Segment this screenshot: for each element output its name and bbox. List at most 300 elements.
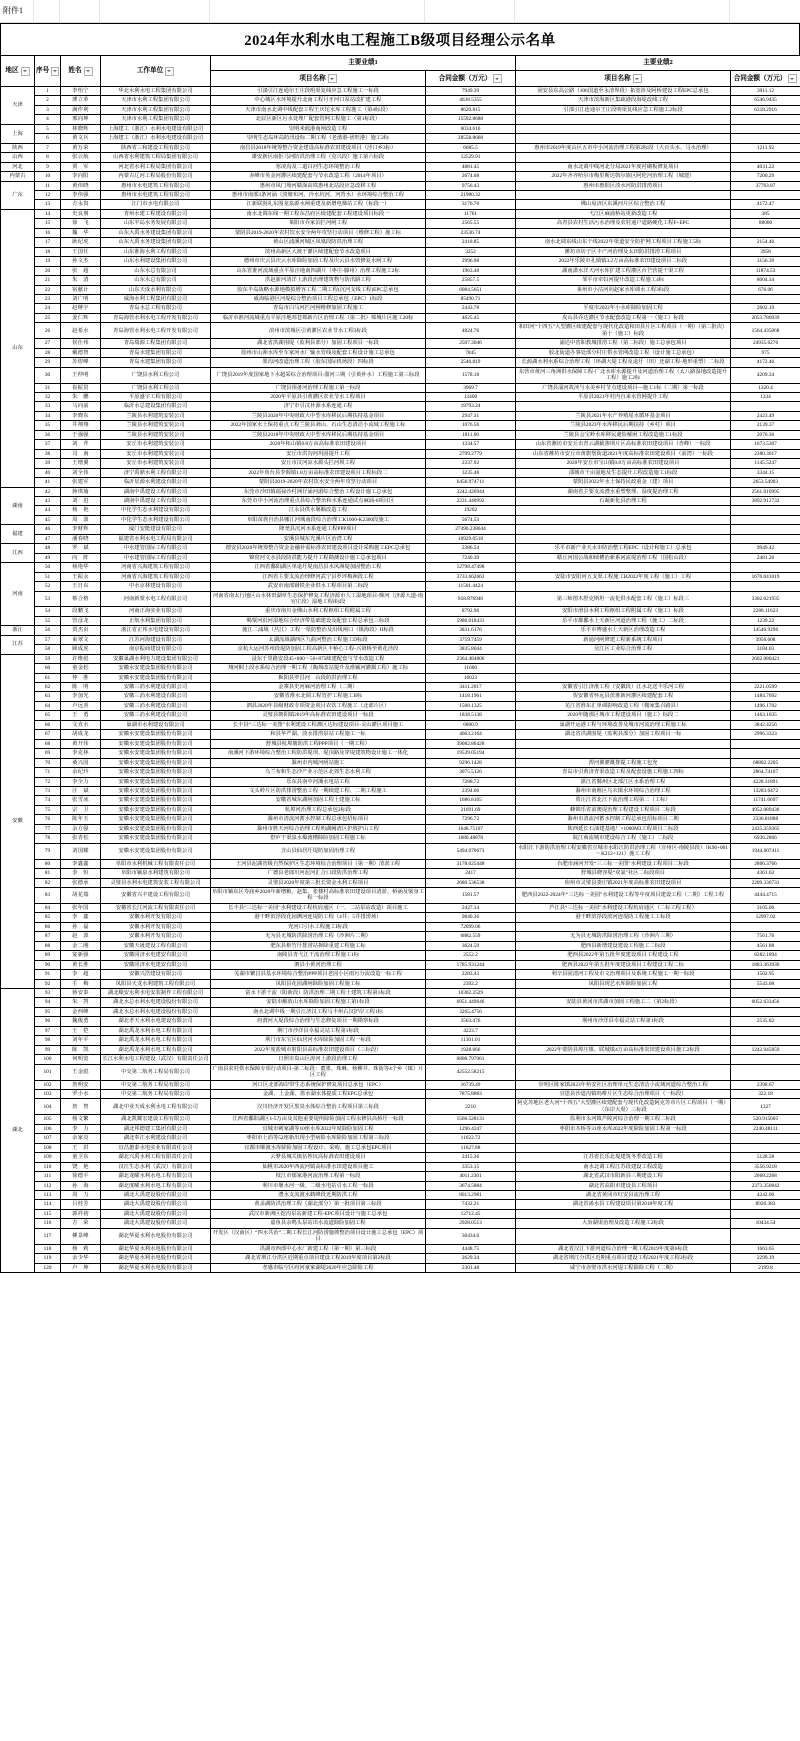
cell-project-name-2: 山东省潍坊市安丘市黄旗堡街道2021年度高标准农田建设项目（前湾）一标段: [516, 449, 731, 458]
cell-project-name-1: 乐东县南中河溪水电站工程: [211, 777, 426, 786]
cell-contract-amount-1: 1963.48: [426, 266, 516, 275]
cell-project-name-1: 北辰区新区污水处理厂配套管网工程施工（第1标段）: [211, 115, 426, 124]
cell-contract-amount-2: 1676.041019: [731, 572, 800, 581]
cell-name: 耿纪虎: [61, 238, 101, 247]
cell-name: 余家亮: [61, 1134, 101, 1143]
cell-project-name-1: 隆尧县沉河水系连通工程PPP项目: [211, 525, 426, 534]
cell-contract-amount-2: 3892.912732: [731, 496, 800, 505]
cell-project-name-1: 江西省鄱阳湖区单退圩堤南昌县水风洲堤加固整治工程: [211, 563, 426, 572]
cell-name: 吕桂芳: [61, 1200, 101, 1209]
cell-unit: 华北水利水电工程集团有限公司: [101, 87, 211, 96]
table-row: [1, 1228, 800, 1244]
cell-project-name-1: 滁州市清流河蓄水控制工程总承包招标项目: [211, 815, 426, 824]
cell-contract-amount-2: 2380.3017: [731, 449, 800, 458]
cell-contract-amount-2: [731, 739, 800, 748]
cell-unit: 临沂水总建设集团有限公司: [101, 402, 211, 411]
cell-contract-amount-1: 6084.5651: [426, 285, 516, 294]
cell-project-name-2: [516, 115, 731, 124]
table-row: [1, 266, 800, 275]
table-row: [1, 815, 800, 824]
cell-seq: 104: [35, 1099, 61, 1115]
cell-unit: 宜昌蕙泰水电实业有限责任公司: [101, 1143, 211, 1152]
cell-contract-amount-1: 12529.91: [426, 153, 516, 162]
cell-contract-amount-2: [731, 664, 800, 673]
cell-contract-amount-1: 1811.00: [426, 430, 516, 439]
cell-contract-amount-2: 1502.95: [731, 970, 800, 979]
cell-contract-amount-2: 11874.53: [731, 266, 800, 275]
cell-contract-amount-1: 12798.47498: [426, 563, 516, 572]
cell-unit: 山东水总有限公司: [101, 266, 211, 275]
table-row: [1, 941, 800, 950]
cell-contract-amount-2: 1320.4: [731, 383, 800, 392]
cell-contract-amount-1: 1076.56: [426, 421, 516, 430]
cell-contract-amount-2: 1496.1702: [731, 701, 800, 710]
cell-contract-amount-2: [731, 988, 800, 997]
table-row: [1, 591, 800, 607]
cell-name: 张建军: [61, 478, 101, 487]
cell-project-name-2: 湖北省汉江下游河道综合治理一期工程2019年度第6标段: [516, 1244, 731, 1253]
cell-seq: 19: [35, 257, 61, 266]
cell-seq: 97: [35, 1026, 61, 1035]
cell-project-name-1: 济宁市引汶补源水系连通工程: [211, 402, 426, 411]
cell-project-name-2: [516, 134, 731, 143]
table-row: [1, 1007, 800, 1016]
table-row: [1, 1244, 800, 1253]
filter-icon[interactable]: [493, 74, 502, 83]
cell-project-name-2: [516, 673, 731, 682]
cell-project-name-2: 湖北省洪湖围堤（监利县部分）加固工程项目一标: [516, 730, 731, 739]
cell-contract-amount-1: 21691.69: [426, 805, 516, 814]
cell-seq: 66: [35, 720, 61, 729]
cell-name: 朱 清: [61, 276, 101, 285]
cell-seq: 6: [35, 134, 61, 143]
cell-unit: 安徽兴浩建设有限公司: [101, 970, 211, 979]
cell-contract-amount-1: 16023: [426, 673, 516, 682]
cell-contract-amount-2: 4952.089436: [731, 805, 800, 814]
cell-region: 江苏: [1, 635, 35, 654]
cell-seq: 52: [35, 582, 61, 591]
cell-unit: 湖北禹龙水利水电工程有限公司: [101, 1036, 211, 1045]
cell-name: 于强强: [61, 430, 101, 439]
cell-project-name-2: 湖南潇水洋天河水库扩建工程灌区台芒营提干渠工程: [516, 266, 731, 275]
cell-contract-amount-1: 8620.815: [426, 105, 516, 114]
cell-seq: 106: [35, 1124, 61, 1133]
filter-icon[interactable]: [788, 74, 797, 83]
table-row: [1, 563, 800, 572]
table-row: [1, 383, 800, 392]
cell-contract-amount-1: 4663.2164: [426, 730, 516, 739]
cell-contract-amount-2: 2209.336731: [731, 878, 800, 887]
table-row: [1, 1190, 800, 1199]
filter-icon[interactable]: [51, 67, 59, 76]
cell-contract-amount-1: 2996.98: [426, 257, 516, 266]
cell-project-name-2: [516, 1064, 731, 1080]
cell-seq: 2: [35, 96, 61, 105]
cell-seq: 30: [35, 367, 61, 383]
cell-contract-amount-2: [731, 525, 800, 534]
empty-cell: [515, 0, 730, 22]
cell-seq: 51: [35, 572, 61, 581]
cell-seq: 119: [35, 1254, 61, 1263]
filter-icon[interactable]: [165, 67, 174, 76]
cell-contract-amount-2: 11741.6697: [731, 796, 800, 805]
cell-name: 贾杰贞: [61, 626, 101, 635]
cell-project-name-2: 2022年蒙阴县埠庄镇、联城镇4万亩高标准农田建设项目施工2标段: [516, 1045, 731, 1054]
table-row: [1, 1219, 800, 1228]
cell-name: 徐德平: [61, 1172, 101, 1181]
cell-project-name-1: 锦窑河文水县段防洪能力提升工程勘测设计施工总承包项目: [211, 553, 426, 562]
cell-contract-amount-1: 2417: [426, 869, 516, 878]
cell-unit: 安徽三消水利建设有限公司: [101, 701, 211, 710]
table-row: [1, 1064, 800, 1080]
cell-contract-amount-1: 1680.48878: [426, 834, 516, 843]
cell-contract-amount-2: 3156.39: [731, 257, 800, 266]
cell-contract-amount-1: 3674.5884: [426, 1181, 516, 1190]
cell-name: 顾成虎: [61, 645, 101, 654]
cell-contract-amount-2: 2602.19: [731, 304, 800, 313]
cell-contract-amount-1: 2565.55: [426, 219, 516, 228]
table-row: [1, 1099, 800, 1115]
cell-contract-amount-2: 6936.2866: [731, 834, 800, 843]
cell-project-name-2: 安陆市安阳河五支渠工程施工B2022年度工程（施工）工程: [516, 572, 731, 581]
table-row: [1, 749, 800, 758]
cell-contract-amount-1: 10302.2529: [426, 988, 516, 997]
cell-seq: 111: [35, 1172, 61, 1181]
cell-contract-amount-2: 9949.42: [731, 544, 800, 553]
cell-project-name-2: 高青县农村生活污水治理及农村通户道路硬化工程F+EPC: [516, 219, 731, 228]
table-row: [1, 1055, 800, 1064]
cell-unit: 河南正海实业有限公司: [101, 607, 211, 616]
cell-project-name-1: 枞阳县罗昌河 山段防洪治理工程: [211, 673, 426, 682]
cell-contract-amount-1: 1296.4247: [426, 1124, 516, 1133]
table-row: [1, 878, 800, 887]
cell-contract-amount-1: 3969.7: [426, 383, 516, 392]
cell-project-name-2: 兰陵县会宝岭水库移民避险解困工程改造施工1标段: [516, 430, 731, 439]
table-row: [1, 1162, 800, 1171]
cell-project-name-1: 充河口引水工程施工I标段: [211, 922, 426, 931]
cell-contract-amount-1: 1418.1961: [426, 692, 516, 701]
cell-contract-amount-1: 11627.88: [426, 1143, 516, 1152]
cell-project-name-2: 引滦引江连通尔王庄段明渠复线应急工程施工2标段: [516, 105, 731, 114]
cell-project-name-2: [516, 191, 731, 200]
cell-project-name-1: 枝江市郁家港河流治理工程第一标段: [211, 1172, 426, 1181]
cell-contract-amount-1: 30434.6: [426, 1228, 516, 1244]
cell-project-name-1: 江西省主要支流治理修河武宁县罗坪梅洲段工程: [211, 572, 426, 581]
cell-seq: 40: [35, 468, 61, 477]
cell-project-name-1: 舒庐干渠泉水爆渡槽除险加固工程施工标: [211, 834, 426, 843]
cell-seq: 114: [35, 1200, 61, 1209]
cell-project-name-2: 乐平市博盛水上天新区治理改造工程: [516, 626, 731, 635]
cell-name: 方永贵: [61, 200, 101, 209]
cell-seq: 83: [35, 888, 61, 904]
cell-unit: 陕西省三和建设工程有限公司: [101, 143, 211, 152]
cell-unit: 山东水利建设集团有限公司: [101, 257, 211, 266]
cell-unit: 安徽三消水利建设有限公司: [101, 683, 211, 692]
cell-contract-amount-2: 5543.08: [731, 979, 800, 988]
cell-seq: 35: [35, 421, 61, 430]
cell-contract-amount-2: [731, 124, 800, 133]
document-title-row: [0, 23, 800, 55]
cell-project-name-2: 湖北省黄冈市红安县流治理工程: [516, 1190, 731, 1199]
cell-contract-amount-2: 1663.65: [731, 1244, 800, 1253]
cell-name: 苏煜峰: [61, 358, 101, 367]
cell-contract-amount-1: 3353.15: [426, 1162, 516, 1171]
cell-contract-amount-1: 5986.018431: [426, 616, 516, 625]
cell-project-name-2: 滁州市清流河蓄水控制工程总承包招标项目二期: [516, 815, 731, 824]
cell-contract-amount-1: 7845: [426, 348, 516, 357]
table-row: [1, 683, 800, 692]
cell-project-name-2: 固安县东高公路（106国道至永清界段）拓宽涉及阿桥建设工程EPC总承包: [516, 87, 731, 96]
cell-contract-amount-2: 2076.36: [731, 430, 800, 439]
cell-seq: 74: [35, 796, 61, 805]
table-row: [1, 468, 800, 477]
cell-name: 李克林: [61, 749, 101, 758]
cell-contract-amount-1: 4448.75: [426, 1244, 516, 1253]
cell-seq: 39: [35, 459, 61, 468]
table-row: [1, 834, 800, 843]
cell-region: 上海: [1, 124, 35, 143]
cell-contract-amount-1: 12712.45: [426, 1209, 516, 1218]
filter-icon[interactable]: [328, 74, 337, 83]
cell-name: 罗小水: [61, 1089, 101, 1098]
table-row: [1, 87, 800, 96]
cell-project-name-1: 滨州高新区大渡干灌区续建配套节水改造项目: [211, 247, 426, 256]
cell-name: 黄万荣: [61, 143, 101, 152]
cell-project-name-1: 澧水支流渡水鹤峰段近期防洪工程: [211, 1190, 426, 1199]
cell-name: 孙 磊: [61, 922, 101, 931]
cell-contract-amount-2: 4228.31891: [731, 777, 800, 786]
cell-region: 河北: [1, 162, 35, 171]
cell-project-name-1: 寒凌沟及二道白河生态环境整治工程: [211, 162, 426, 171]
table-row: [1, 1089, 800, 1098]
cell-contract-amount-1: 2283.43: [426, 970, 516, 979]
cell-project-name-1: 江西省鄱阳湖区1-5万亩及其他重要堤所除险加固工程永修县高桥圩一标段: [211, 1115, 426, 1124]
cell-unit: 中化学生态水利建设有限公司: [101, 515, 211, 524]
cell-seq: 62: [35, 683, 61, 692]
cell-project-name-2: 2022年乐陵市孔镇镇3.2万亩高标准农田建设项目二标段: [516, 257, 731, 266]
cell-project-name-1: 港干畔滨浮段花园溯河连堤防工程（4井、5井排涝场）: [211, 913, 426, 922]
cell-seq: 31: [35, 383, 61, 392]
cell-unit: 青岛海管水利水电工程开发有限公司: [101, 313, 211, 322]
table-row: [1, 115, 800, 124]
cell-name: 井翔翔: [61, 421, 101, 430]
cell-project-name-1: 杭埠河治理工程总承包2标段: [211, 805, 426, 814]
table-row: [1, 172, 800, 181]
cell-unit: 青岛瑞源工程集团有限公司: [101, 339, 211, 348]
cell-project-name-1: 兰陵县2020年中央财政大中型水库移民后期扶持基金项目: [211, 411, 426, 420]
cell-seq: 10: [35, 172, 61, 181]
cell-project-name-1: 山东省淮河流域重点平原洼地南四湖片（枣庄-滕州）治理工程施工2标: [211, 266, 426, 275]
empty-cell: [210, 0, 425, 22]
table-row: [1, 607, 800, 616]
cell-project-name-2: [516, 1134, 731, 1143]
filter-icon[interactable]: [84, 67, 93, 76]
cell-project-name-1: 凤阳县花园湖闸除险加固工程施工标: [211, 979, 426, 988]
cell-project-name-1: 云梦县城关镇伍姓坑高标准农田建设项目: [211, 1153, 426, 1162]
cell-seq: 108: [35, 1143, 61, 1152]
cell-unit: 内蒙古辽河工程局股份有限公司: [101, 172, 211, 181]
cell-contract-amount-2: 10434.54: [731, 1219, 800, 1228]
table-row: [1, 1263, 800, 1272]
header-project-name-2: 项目名称: [516, 71, 731, 87]
cell-project-name-1: 德州市庆云县庆云水库除险加固工程及庆云县水毁修复水闸工程: [211, 257, 426, 266]
cell-unit: 广饶县水利工程公司: [101, 383, 211, 392]
cell-project-name-2: 肥西县2022年第五批年度建设项目工程建设工程二标: [516, 960, 731, 969]
cell-name: 薄立革: [61, 96, 101, 105]
cell-contract-amount-2: 6052.633456: [731, 998, 800, 1007]
cell-unit: 正航水利集团有限公司: [101, 616, 211, 625]
cell-contract-amount-1: 3178.025448: [426, 859, 516, 868]
cell-project-name-1: 长丰县“三达标一美图”水利建设工程灌区达标建设项目-灵山灌区项目施工: [211, 720, 426, 729]
cell-name: 黄开伟: [61, 739, 101, 748]
cell-unit: 安徽水安建设集团股份有限公司: [101, 834, 211, 843]
cell-contract-amount-2: [731, 228, 800, 237]
cell-project-name-2: 胶北街道办事处部分村庄供水管网改造工程（设计施工总承包）: [516, 348, 731, 357]
cell-project-name-2: 芦江县“三达标一美园”水利建设工程杭肩通区（二标工程工程）: [516, 903, 731, 912]
table-row: [1, 1172, 800, 1181]
cell-project-name-2: 肥西县2022-2024年“三达标一美园”水利建设工程等年度项目建设工程（二期）工程工程: [516, 888, 731, 904]
cell-name: 李全力: [61, 777, 101, 786]
cell-contract-amount-1: 6808.797061: [426, 1055, 516, 1064]
cell-project-name-1: 胶东半岛战略水源地模拟增容工程二期工程(沉河支线工程)EPC总承包: [211, 285, 426, 294]
cell-project-name-2: [516, 922, 731, 931]
table-row: [1, 805, 800, 814]
table-row: [1, 430, 800, 439]
cell-project-name-2: 石凝新化县治理工程: [516, 496, 731, 505]
cell-project-name-1: 广南县农村供水保障专项行动项目-第二标段：董墨、珠琳、杨柳井、珠街等4个乡（镇）片区工程: [212, 1065, 424, 1079]
cell-contract-amount-1: 2364.484806: [426, 654, 516, 663]
cell-project-name-2: [516, 563, 731, 572]
cell-seq: 13: [35, 200, 61, 209]
cell-contract-amount-2: 3842.4256: [731, 720, 800, 729]
cell-project-name-1: 舒城县杭埠塘防洪工程PPP项目（一期工程）: [211, 739, 426, 748]
cell-project-name-2: 浦达中省职教城排涝工程（第二标段）施工总承包项目: [516, 339, 731, 348]
cell-unit: 安徽水安建设集团股份有限公司: [101, 730, 211, 739]
cell-contract-amount-1: 21980.32: [426, 191, 516, 200]
cell-contract-amount-1: 7288.72: [426, 777, 516, 786]
cell-project-name-1: 滁州市胜天河综合治理工程明湖阙渣区护坡护山工程: [211, 824, 426, 833]
cell-name: 史良朋: [61, 209, 101, 218]
cell-unit: 山东天成水利有限公司: [101, 285, 211, 294]
cell-region: 内蒙古: [1, 172, 35, 181]
cell-name: 詹明安: [61, 1080, 101, 1089]
cell-project-name-1: 武安市南部钢铁企业供水工程项目第二标段: [211, 582, 426, 591]
cell-unit: 湖北华夏水利水电股份有限公司: [101, 1228, 211, 1244]
table-row: [1, 478, 800, 487]
cell-project-name-2: 惠州市2019年度山区五市中小河流治理工程第2标段（大百头水、马水治理）: [516, 143, 731, 152]
cell-seq: 5: [35, 124, 61, 133]
cell-project-name-2: 淠河翼灌溉排提工程施工包充: [516, 758, 731, 767]
cell-unit: 安徽水利开发有限公司: [101, 932, 211, 941]
cell-project-name-2: 浙江省鄞州区北部江区水系治理工程: [516, 777, 731, 786]
cell-region: 广东: [1, 181, 35, 209]
cell-project-name-1: 惠州市南部3条河涌（淡塘布河、冷水坑河、河背水）水环境综合整治工程: [211, 191, 426, 200]
cell-contract-amount-2: 2481.26: [731, 553, 800, 562]
cell-unit: 安徽三消水利建设有限公司: [101, 692, 211, 701]
cell-unit: 阜阳市颍泉水利建筑有限公司: [101, 869, 211, 878]
page-title: 2024年水利水电工程施工B级项目经理公示名单: [244, 33, 556, 49]
cell-name: 赵 波: [61, 932, 101, 941]
cell-name: 王日东: [61, 582, 101, 591]
cell-project-name-1: 灵璧县2020年度第三批长资金水利工程项目: [211, 878, 426, 887]
table-row: [1, 1254, 800, 1263]
cell-unit: 安徽水安建设集团股份有限公司: [101, 796, 211, 805]
cell-name: 方 荣: [61, 1219, 101, 1228]
cell-project-name-2: 阿克苏地区老大河“十四五”大型灌区续建配套与现代化改造阿克苏市片区工程项目（一期）（东岸大渠）三标段: [517, 1100, 729, 1113]
cell-project-name-2: 宜恩县沙道沟镇吗啡片区生态综合治理项目（一标段）: [516, 1089, 731, 1098]
table-row: [1, 824, 800, 833]
cell-project-name-2: 安徽省引江济淮工程（安徽段）江水北送丰乐河工程: [516, 683, 731, 692]
cell-contract-amount-2: 4209.34: [731, 367, 800, 383]
cell-contract-amount-1: 8792.96: [426, 607, 516, 616]
cell-contract-amount-1: 3176.76: [426, 200, 516, 209]
cell-contract-amount-1: 2210: [426, 1099, 516, 1115]
cell-project-name-2: 肥西县新增建设建设工程施工二标段: [516, 941, 731, 950]
cell-contract-amount-1: 2394.66: [426, 787, 516, 796]
cell-contract-amount-2: [731, 749, 800, 758]
cell-contract-amount-1: 958.876946: [426, 591, 516, 607]
cell-contract-amount-1: 2301.48: [426, 1263, 516, 1272]
cell-contract-amount-1: 3624.59: [426, 941, 516, 950]
cell-unit: 安徽三消水利建设有限公司: [101, 711, 211, 720]
cell-project-name-2: 江苏省长乐北堤建筑冬季改造工程: [516, 1153, 731, 1162]
filter-icon[interactable]: [633, 74, 642, 83]
cell-project-name-1: 南水北调中线一期引江济汉工程马丰州右汉护岸工程1标: [211, 1007, 426, 1016]
cell-seq: 22: [35, 285, 61, 294]
cell-contract-amount-1: 7432.21: [426, 1200, 516, 1209]
cell-contract-amount-2: 2199.8: [731, 1263, 800, 1272]
cell-project-name-2: 皖江商流城市建设综合工程（施工）二标段: [516, 834, 731, 843]
filter-icon[interactable]: [21, 67, 30, 76]
cell-contract-amount-1: 1581.57: [426, 888, 516, 904]
table-row: [1, 932, 800, 941]
cell-project-name-1: 安徽省城东湖闸加固工程土建施工标: [211, 796, 426, 805]
cell-name: 王振永: [61, 572, 101, 581]
cell-project-name-1: 崇明米淞港南闸改造工程: [211, 124, 426, 133]
cell-contract-amount-1: 85490.71: [426, 295, 516, 304]
table-row: [1, 285, 800, 294]
cell-name: 余纪玲: [61, 768, 101, 777]
cell-project-name-1: 德安县2020年统筹整合资金金融补需标准农田建设项目设计采购施工EPC总承包: [211, 544, 426, 553]
cell-project-name-1: 荆门市沙洋县幸福灵站工程第1标段: [211, 1026, 426, 1035]
cell-name: 余方强: [61, 824, 101, 833]
cell-project-name-2: 水阳江下游防洪治理工程安徽省宣城市水阳江防洪治理工程（宣州区-南陵县段）（K96+001～K212+121）施工工程: [516, 843, 731, 859]
cell-name: 戴德智: [61, 348, 101, 357]
cell-unit: 惠州市水电建筑工程有限公司: [101, 191, 211, 200]
cell-unit: 安徽水安建设集团股份有限公司: [101, 739, 211, 748]
cell-region: 河南: [1, 563, 35, 626]
cell-region: 浙江: [1, 626, 35, 635]
cell-seq: 96: [35, 1017, 61, 1026]
table-row: [1, 105, 800, 114]
cell-seq: 3: [35, 105, 61, 114]
cell-seq: 67: [35, 730, 61, 739]
table-row: [1, 496, 800, 505]
cell-seq: 47: [35, 534, 61, 543]
cell-seq: 45: [35, 515, 61, 524]
cell-project-name-2: 港干畔滨浮段滨河连堤防工程施工工标段: [516, 913, 731, 922]
cell-project-name-2: [516, 1055, 731, 1064]
cell-seq: 7: [35, 143, 61, 152]
cell-contract-amount-1: 9840.36: [426, 913, 516, 922]
cell-seq: 84: [35, 903, 61, 912]
table-row: [1, 635, 800, 644]
cell-project-name-2: 长源湖水利水系综合治理工程（环湖大堤工程及退圩（田）还湖工程-地形重塑）二标段: [516, 358, 731, 367]
cell-seq: 110: [35, 1162, 61, 1171]
cell-name: 满作利: [61, 105, 101, 114]
cell-seq: 88: [35, 941, 61, 950]
cell-seq: 94: [35, 998, 61, 1007]
